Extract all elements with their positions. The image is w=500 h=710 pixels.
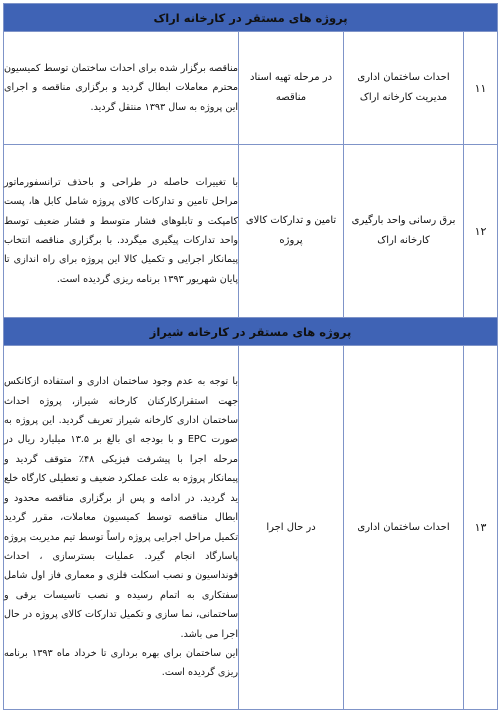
project-title: احداث ساختمان اداری مدیریت کارخانه اراک bbox=[344, 32, 464, 145]
project-status: در حال اجرا bbox=[239, 346, 344, 710]
projects-table bbox=[3, 3, 498, 710]
table-row bbox=[4, 32, 498, 145]
table-row bbox=[4, 145, 498, 318]
table-row bbox=[4, 346, 498, 710]
project-note: این ساختمان برای بهره برداری تا خرداد ماه ۱۳۹۳ برنامه ریزی گردیده است. bbox=[4, 647, 239, 679]
project-status: در مرحله تهیه اسناد مناقصه bbox=[239, 32, 344, 145]
section-title-shiraz: پروژه های مستقر در کارخانه شیراز bbox=[4, 318, 498, 346]
project-status: تامین و تدارکات کالای پروژه bbox=[239, 145, 344, 318]
section-header-row bbox=[4, 318, 498, 346]
row-number: ۱۳ bbox=[464, 346, 498, 710]
row-number: ۱۲ bbox=[464, 145, 498, 318]
section-title-arak: پروژه های مستقر در کارخانه اراک bbox=[4, 4, 498, 32]
section-header-row bbox=[4, 4, 498, 32]
row-number: ۱۱ bbox=[464, 32, 498, 145]
project-description: با توجه به عدم وجود ساختمان اداری و استفاده ازکانکس جهت استقرارکارکنان کارخانه شیراز، پروژه احداث ساختمان اداری کارخانه شیراز تعریف گردید. این پروژه به صورت EPC و با بودجه ای بالغ بر ۱۳.۵ میلیارد ریال در مرحله اجرا با پیشرفت فیزیکی ۴۸٪ متوقف گردید و پیمانکار پروژه به علت عملکرد ضعیف و تعطیلی کارگاه خلع ید گردید. در ادامه و پس از برگزاری مناقصه محدود و ابطال مناقصه توسط کمیسیون معاملات، مقرر گردید تکمیل مراحل اجرایی پروژه راساً توسط تیم مدیریت پروژه پاسارگاد انجام گیرد. عملیات بسترسازی ، احداث فونداسیون و نصب اسکلت فلزی و معماری فاز اول شامل سفتکاری به اتمام رسیده و نصب تاسیسات برقی و ساختمانی، نما سازی و تکمیل تدارکات کالای پروژه در حال اجرا می باشد. bbox=[4, 376, 239, 640]
project-description: با تغییرات حاصله در طراحی و باحذف ترانسفورماتور مراحل تامین و تدارکات کالای پروژه شامل کابل ها، پست کامپکت و تابلوهای فشار متوسط و فشار ضعیف توسط واحد تدارکات پیگیری میگردد. با برگزاری مناقصه انتخاب پیمانکار اجرایی و تکمیل کالا این پروژه برای راه اندازی تا پایان شهریور ۱۳۹۳ برنامه ریزی گردیده است. bbox=[4, 145, 239, 318]
project-description-cell bbox=[4, 346, 239, 710]
project-description: مناقصه برگزار شده برای احداث ساختمان توسط کمیسیون محترم معاملات ابطال گردید و برگزاری مناقصه و اجرای این پروژه به سال ۱۳۹۳ منتقل گردید. bbox=[4, 32, 239, 145]
project-title: برق رسانی واحد بارگیری کارخانه اراک bbox=[344, 145, 464, 318]
project-title: احداث ساختمان اداری bbox=[344, 346, 464, 710]
